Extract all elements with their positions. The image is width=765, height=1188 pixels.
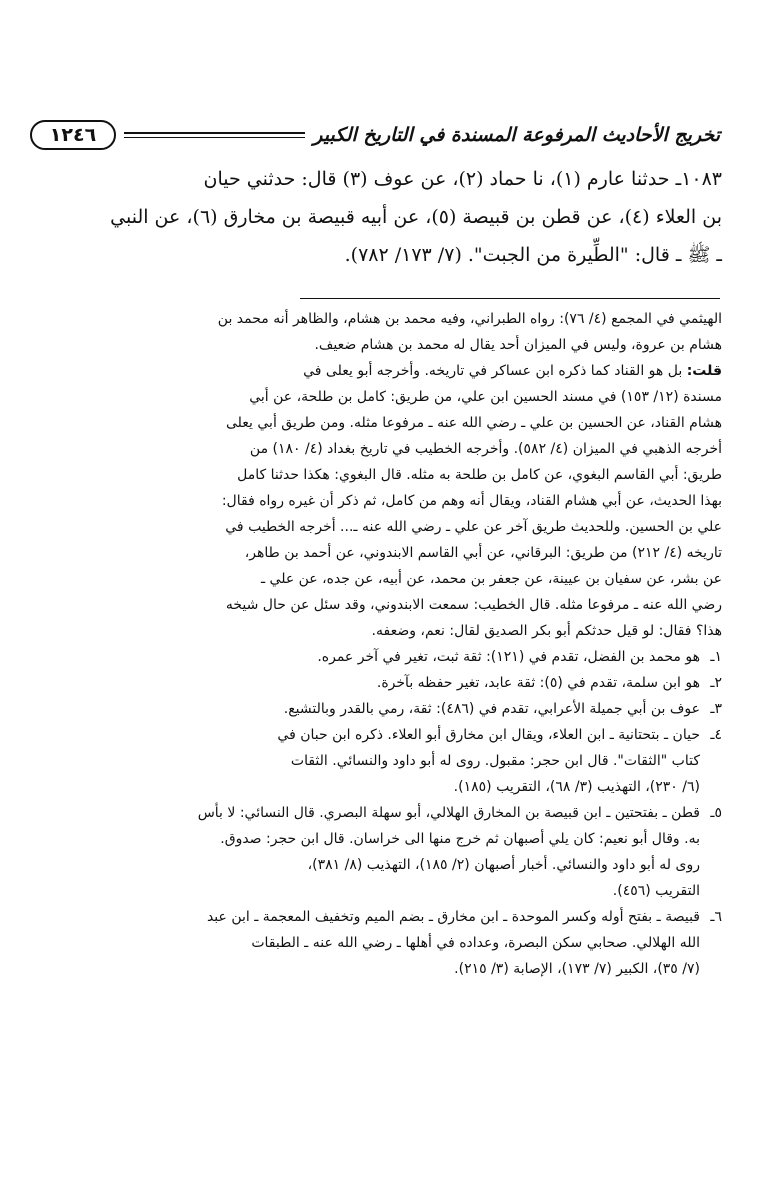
note-line: طريق: أبي القاسم البغوي، عن كامل بن طلحة به مثله. قال البغوي: هكذا حدثنا كامل bbox=[237, 467, 722, 483]
note-line: تاريخه (٤/ ٢١٢) من طريق: البرقاني، عن أبي القاسم الابندوني، عن أحمد بن طاهر، bbox=[244, 545, 722, 561]
footnote-4 bbox=[22, 722, 722, 800]
note-line: حيان ـ بتحتانية ـ ابن العلاء، ويقال ابن مخارق أبو العلاء. ذكره ابن حبان في bbox=[277, 727, 700, 743]
note-line: قبيصة ـ بفتح أوله وكسر الموحدة ـ ابن مخارق ـ بضم الميم وتخفيف المعجمة ـ ابن عبد bbox=[206, 909, 700, 925]
footnote-6 bbox=[22, 904, 722, 982]
page-header bbox=[30, 118, 720, 152]
note-line: روى له أبو داود والنسائي. أخبار أصبهان (٢/ ١٨٥)، التهذيب (٨/ ٣٨١)، bbox=[307, 857, 700, 873]
hadith-line: ١٠٨٣ـ حدثنا عارم (١)، نا حماد (٢)، عن عوف (٣) قال: حدثني حيان bbox=[203, 168, 722, 190]
note-line: الله الهلالي. صحابي سكن البصرة، وعداده في أهلها ـ رضي الله عنه ـ الطبقات bbox=[251, 935, 700, 951]
footnote-number: ٤ـ bbox=[710, 727, 722, 743]
hadith-line: بن العلاء (٤)، عن قطن بن قبيصة (٥)، عن أبيه قبيصة بن مخارق (٦)، عن النبي bbox=[110, 206, 722, 228]
note-line: به. وقال أبو نعيم: كان يلي أصبهان ثم خرج منها الى خراسان. قال ابن حجر: صدوق. bbox=[220, 831, 700, 847]
note-line: هو محمد بن الفضل، تقدم في (١٢١): ثقة ثبت، تغير في آخر عمره. bbox=[317, 649, 700, 665]
note-line: عوف بن أبي جميلة الأعرابي، تقدم في (٤٨٦): ثقة، رمي بالقدر وبالتشيع. bbox=[283, 701, 700, 717]
footnote-number: ٢ـ bbox=[710, 675, 722, 691]
footnote-2 bbox=[22, 670, 722, 696]
note-line: قطن ـ بفتحتين ـ ابن قبيصة بن المخارق الهلالي، أبو سهلة البصري. قال النسائي: لا بأس bbox=[197, 805, 700, 821]
footnote-5 bbox=[22, 800, 722, 904]
running-title: تخريج الأحاديث المرفوعة المسندة في التاريخ الكبير bbox=[313, 124, 720, 146]
note-line: مسندة (١٢/ ١٥٣) في مسند الحسين ابن علي، من طريق: كامل بن طلحة، عن أبي bbox=[249, 389, 722, 405]
note-line: علي بن الحسين. وللحديث طريق آخر عن علي ـ رضي الله عنه ـ... أخرجه الخطيب في bbox=[225, 519, 722, 535]
note-line bbox=[22, 358, 722, 384]
note-line: أخرجه الذهبي في الميزان (٤/ ٥٨٢). وأخرجه الخطيب في تاريخ بغداد (٤/ ١٨٠) من bbox=[249, 441, 722, 457]
note-line: الهيثمي في المجمع (٤/ ٧٦): رواه الطبراني، وفيه محمد بن هشام، والظاهر أنه محمد بن bbox=[217, 311, 722, 327]
note-line: رضي الله عنه ـ مرفوعا مثله. قال الخطيب: سمعت الابندوني، وقد سئل عن حال شيخه bbox=[225, 597, 722, 613]
note-line: (٧/ ٣٥)، الكبير (٧/ ١٧٣)، الإصابة (٣/ ٢١٥). bbox=[454, 961, 700, 977]
footnote-divider bbox=[300, 298, 720, 299]
footnote-3 bbox=[22, 696, 722, 722]
footnote-number: ٣ـ bbox=[710, 701, 722, 717]
note-line: هو ابن سلمة، تقدم في (٥): ثقة عابد، تغير حفظه بآخرة. bbox=[376, 675, 700, 691]
note-line: هشام بن عروة، وليس في الميزان أحد يقال له محمد بن هشام ضعيف. bbox=[314, 337, 722, 353]
note-line: هشام القناد، عن الحسين بن علي ـ رضي الله عنه ـ مرفوعا مثله. ومن طريق أبي يعلى bbox=[225, 415, 722, 431]
footnote-number: ١ـ bbox=[710, 649, 722, 665]
qult-label: قلت: bbox=[686, 363, 722, 379]
footnotes bbox=[22, 306, 722, 982]
note-line: عن بشر، عن سفيان بن عيينة، عن جعفر بن محمد، عن أبيه، عن جده، عن علي ـ bbox=[260, 571, 722, 587]
page-number: ١٢٤٦ bbox=[30, 120, 116, 150]
footnote-number: ٦ـ bbox=[710, 909, 722, 925]
footnote-number: ٥ـ bbox=[710, 805, 722, 821]
note-line: (٦/ ٢٣٠)، التهذيب (٣/ ٦٨)، التقريب (١٨٥). bbox=[453, 779, 700, 795]
hadith-text bbox=[22, 160, 722, 274]
header-rule bbox=[124, 132, 305, 138]
footnote-1 bbox=[22, 644, 722, 670]
note-line: كتاب "الثقات". قال ابن حجر: مقبول. روى له أبو داود والنسائي. الثقات bbox=[290, 753, 700, 769]
note-line: التقريب (٤٥٦). bbox=[612, 883, 700, 899]
hadith-line: ـ ﷺ ـ قال: "الطِّيرة من الجبت". (٧/ ١٧٣/ ٧٨٢). bbox=[344, 244, 722, 266]
note-text: بل هو القناد كما ذكره ابن عساكر في تاريخه. وأخرجه أبو يعلى في bbox=[303, 363, 683, 379]
note-line: هذا؟ فقال: لو قيل حدثكم أبو بكر الصديق لقال: نعم، وضعفه. bbox=[371, 623, 722, 639]
note-line: بهذا الحديث، عن أبي هشام القناد، ويقال أنه وهم من كامل، ثم ذكر أن غيره رواه فقال: bbox=[221, 493, 722, 509]
